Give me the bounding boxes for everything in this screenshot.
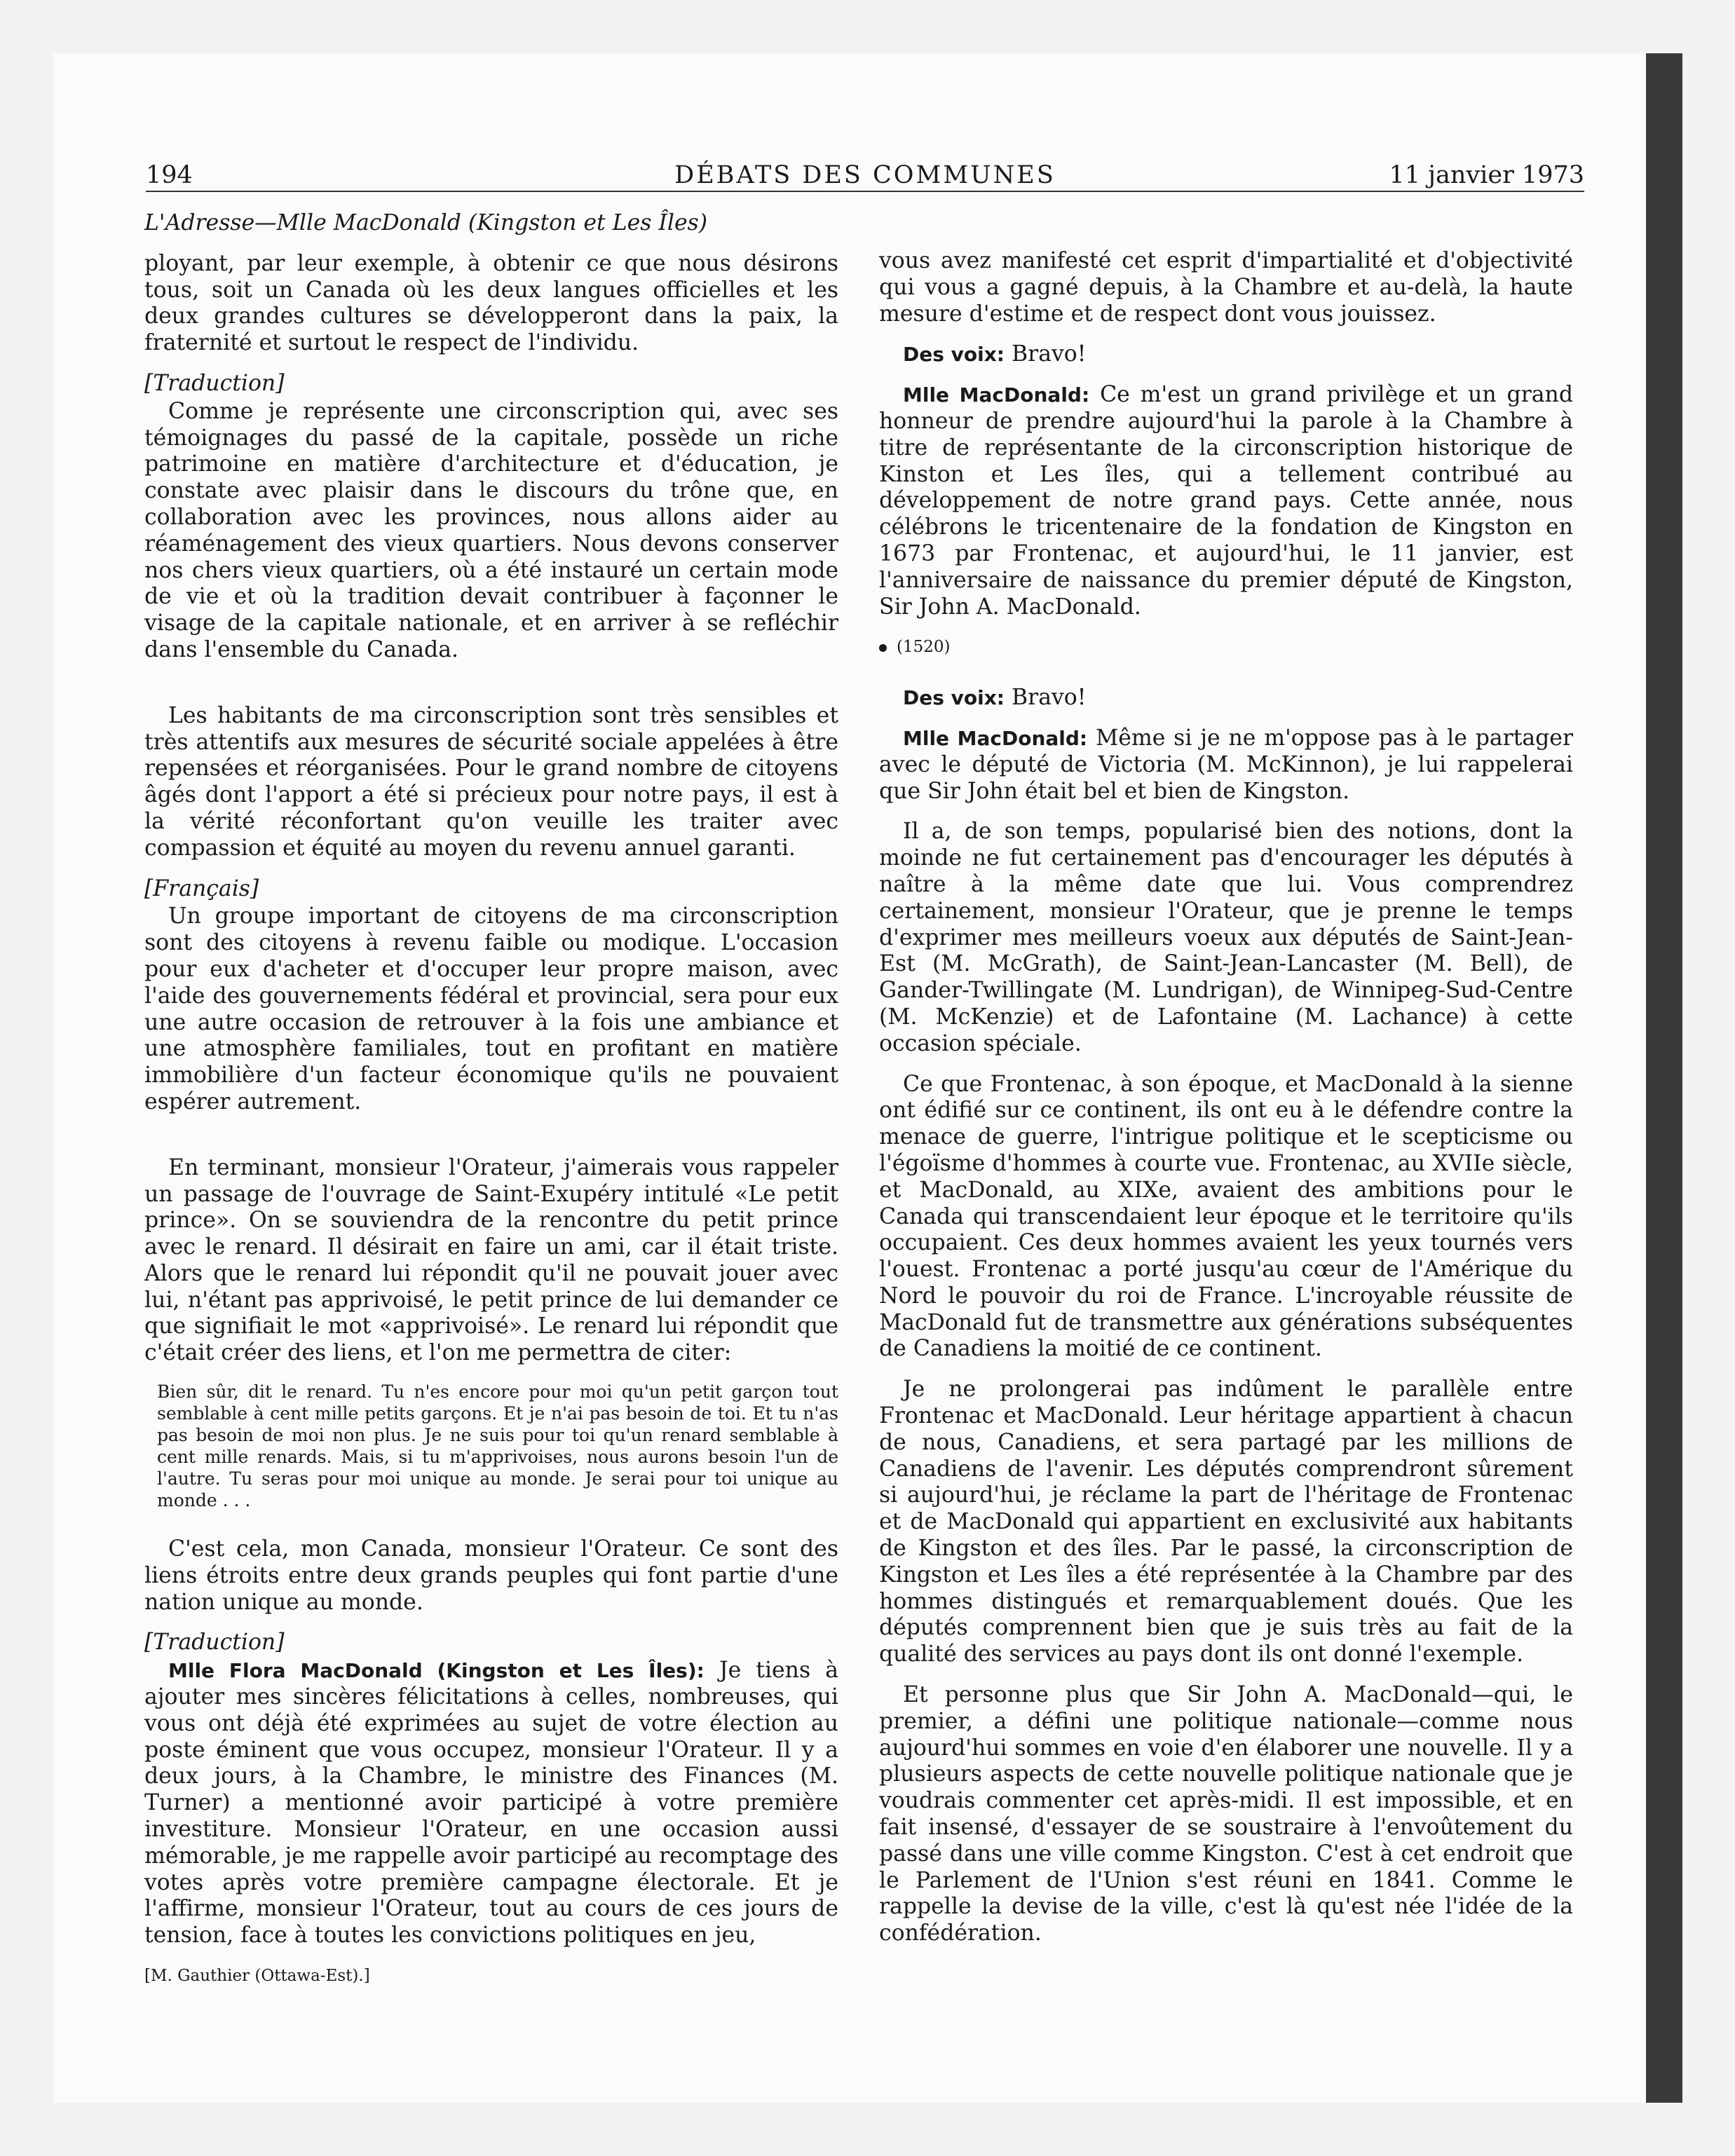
interjection-text: Bravo! (1012, 341, 1087, 367)
paragraph: Et personne plus que Sir John A. MacDonald—qui, le premier, a défini une politique nationale—comme nous aujourd'hui sommes en voie d'en élaborer une nouvelle. Il y a plusieurs aspects de cette nouvelle politique nationale que je voudrais commenter cet après-midi. Il est impossible, et en fait insensé, d'essayer de se soustraire à l'envoûtement du passé dans une ville comme Kingston. C'est à cet endroit que le Parlement de l'Union s'est réuni en 1841. Comme le rappelle la devise de la ville, c'est là qu'est née l'idée de la confédération. (879, 1682, 1573, 1946)
left-column (144, 210, 838, 2004)
speech-paragraph (879, 725, 1573, 805)
speaker-name: Mlle MacDonald: (903, 383, 1090, 407)
speech-paragraph (879, 382, 1573, 620)
language-tag: [Français] (144, 875, 259, 901)
interjection (879, 685, 1573, 711)
interjection-text: Bravo! (1012, 685, 1087, 711)
scan-edge-bar (1646, 53, 1682, 2103)
page-header (146, 156, 1584, 192)
right-column (879, 248, 1573, 1961)
block-quote: Bien sûr, dit le renard. Tu n'es encore pour moi qu'un petit garçon tout semblable à cent mille petits garçons. Et je n'ai pas besoin de toi. Et tu n'as pas besoin de moi non plus. Je ne suis pour toi qu'un renard semblable à cent mille renards. Mais, si tu m'apprivoises, nous aurons besoin l'un de l'autre. Tu seras pour moi unique au monde. Je serai pour toi unique au monde . . . (157, 1381, 838, 1511)
page-number: 194 (146, 161, 193, 189)
paragraph: Les habitants de ma circonscription sont très sensibles et très attentifs aux mesures de sécurité sociale appelées à être repensées et réorganisées. Pour le grand nombre de citoyens âgés dont l'apport a été si précieux pour notre pays, il est à la vérité réconfortant qu'on veuille les traiter avec compassion et équité au moyen du revenu annuel garanti. (144, 702, 838, 861)
paragraph: En terminant, monsieur l'Orateur, j'aimerais vous rappeler un passage de l'ouvrage de Saint-Exupéry intitulé «Le petit prince». On se souviendra de la rencontre du petit prince avec le renard. Il désirait en faire un ami, car il était triste. Alors que le renard lui répondit qu'il ne pouvait jouer avec lui, n'étant pas apprivoisé, le petit prince de lui demander ce que signifiait le mot «apprivoisé». Le renard lui répondit que c'était créer des liens, et l'on me permettra de citer: (144, 1154, 838, 1366)
paragraph: ployant, par leur exemple, à obtenir ce que nous désirons tous, soit un Canada où les deux langues officielles et les deux grandes cultures se développeront dans la paix, la fraternité et surtout le respect de l'individu. (144, 250, 838, 356)
speaker-name: Des voix: (903, 686, 1005, 710)
publication-date: 11 janvier 1973 (1389, 161, 1584, 189)
language-tag: [Traduction] (144, 1630, 285, 1656)
speaker-name: Des voix: (903, 343, 1005, 367)
section-subhead: L'Adresse—Mlle MacDonald (Kingston et Les Îles) (144, 210, 708, 236)
interjection (879, 341, 1573, 368)
paragraph: vous avez manifesté cet esprit d'impartialité et d'objectivité qui vous a gagné depuis, à la Chambre et au-delà, la haute mesure d'estime et de respect dont vous jouissez. (879, 248, 1573, 327)
footnote: [M. Gauthier (Ottawa-Est).] (144, 1967, 370, 1986)
paragraph: Je ne prolongerai pas indûment le parallèle entre Frontenac et MacDonald. Leur héritage appartient à chacun de nous, Canadiens, et sera partagé par les millions de Canadiens de l'avenir. Les députés comprendront sûrement si aujourd'hui, je réclame la part de l'héritage de Frontenac et de MacDonald qui appartient en exclusivité aux habitants de Kingston et des îles. Par le passé, la circonscription de Kingston et Les îles a été représentée à la Chambre par des hommes distingués et remarquablement doués. Que les députés comprennent bien que je suis très au fait de la qualité des services au pays dont ils ont donné l'exemple. (879, 1377, 1573, 1667)
time-marker-text: (1520) (897, 638, 951, 657)
publication-title: DÉBATS DES COMMUNES (674, 161, 1056, 189)
paragraph: Comme je représente une circonscription qui, avec ses témoignages du passé de la capitale, possède un riche patrimoine en matière d'architecture et d'éducation, je constate avec plaisir dans le discours du trône que, en collaboration avec les provinces, nous allons aider au réaménagement des vieux quartiers. Nous devons conserver nos chers vieux quartiers, où a été instauré un certain mode de vie et où la tradition devait contribuer à façonner le visage de la capitale nationale, et en arriver à se refléchir dans l'ensemble du Canada. (144, 398, 838, 662)
speaker-name: Mlle Flora MacDonald (Kingston et Les Îles): (168, 1659, 705, 1683)
paragraph: Il a, de son temps, popularisé bien des notions, dont la moinde ne fut certainement pas d'encourager les députés à naître à la même date que lui. Vous comprendrez certainement, monsieur l'Orateur, que je prenne le temps d'exprimer mes meilleurs voeux aux députés de Saint-Jean-Est (M. McGrath), de Saint-Jean-Lancaster (M. Bell), de Gander-Twillingate (M. Lundrigan), de Winnipeg-Sud-Centre (M. McKenzie) et de Lafontaine (M. Lachance) à cette occasion spéciale. (879, 819, 1573, 1056)
bullet-icon (879, 644, 887, 652)
paragraph: Ce que Frontenac, à son époque, et MacDonald à la sienne ont édifié sur ce continent, ils ont eu à le défendre contre la menace de guerre, l'intrigue politique et le scepticisme ou l'égoïsme d'hommes à courte vue. Frontenac, au XVIIe siècle, et MacDonald, au XIXe, avaient des ambitions pour le Canada qui transcendaient leur époque et le territoire qu'ils occupaient. Ces deux hommes avaient les yeux tournés vers l'ouest. Frontenac a porté jusqu'au cœur de l'Amérique du Nord le pouvoir du roi de France. L'incroyable réussite de MacDonald fut de transmettre aux générations subséquentes de Canadiens la moitié de ce continent. (879, 1071, 1573, 1362)
paragraph: C'est cela, mon Canada, monsieur l'Orateur. Ce sont des liens étroits entre deux grands peuples qui font partie d'une nation unique au monde. (144, 1536, 838, 1615)
speech-paragraph (144, 1658, 838, 1949)
paragraph: Un groupe important de citoyens de ma circonscription sont des citoyens à revenu faible ou modique. L'occasion pour eux d'acheter et d'occuper leur propre maison, avec l'aide des gouvernements fédéral et provincial, sera pour eux une autre occasion de retrouver à la fois une ambiance et une atmosphère familiales, tout en profitant en matière immobilière d'un facteur économique qu'ils ne pouvaient espérer autrement. (144, 903, 838, 1114)
speech-text: Même si je ne m'oppose pas à le partager avec le député de Victoria (M. McKinnon), je lui rappelerai que Sir John était bel et bien de Kingston. (879, 725, 1574, 804)
speaker-name: Mlle MacDonald: (903, 726, 1088, 750)
time-marker (879, 634, 1573, 661)
speech-text: Ce m'est un grand privilège et un grand honneur de prendre aujourd'hui la parole à la Chambre à titre de représentante de la circonscription historique de Kinston et Les îles, qui a tellement contribué au développement de notre grand pays. Cette année, nous célébrons le tricentenaire de la fondation de Kingston en 1673 par Frontenac, et aujourd'hui, le 11 janvier, est l'anniversaire de naissance du premier député de Kingston, Sir John A. MacDonald. (879, 382, 1574, 620)
speech-text: Je tiens à ajouter mes sincères félicitations à celles, nombreuses, qui vous ont déjà été exprimées au sujet de votre élection au poste éminent que vous occupez, monsieur l'Orateur. Il y a deux jours, à la Chambre, le ministre des Finances (M. Turner) a mentionné avoir participé à votre première investiture. Monsieur l'Orateur, en une occasion aussi mémorable, je me rappelle avoir participé au recomptage des votes après votre première campagne électorale. Et je l'affirme, monsieur l'Orateur, tout au cours de ces jours de tension, face à toutes les convictions politiques en jeu, (144, 1658, 839, 1949)
language-tag: [Traduction] (144, 370, 285, 396)
